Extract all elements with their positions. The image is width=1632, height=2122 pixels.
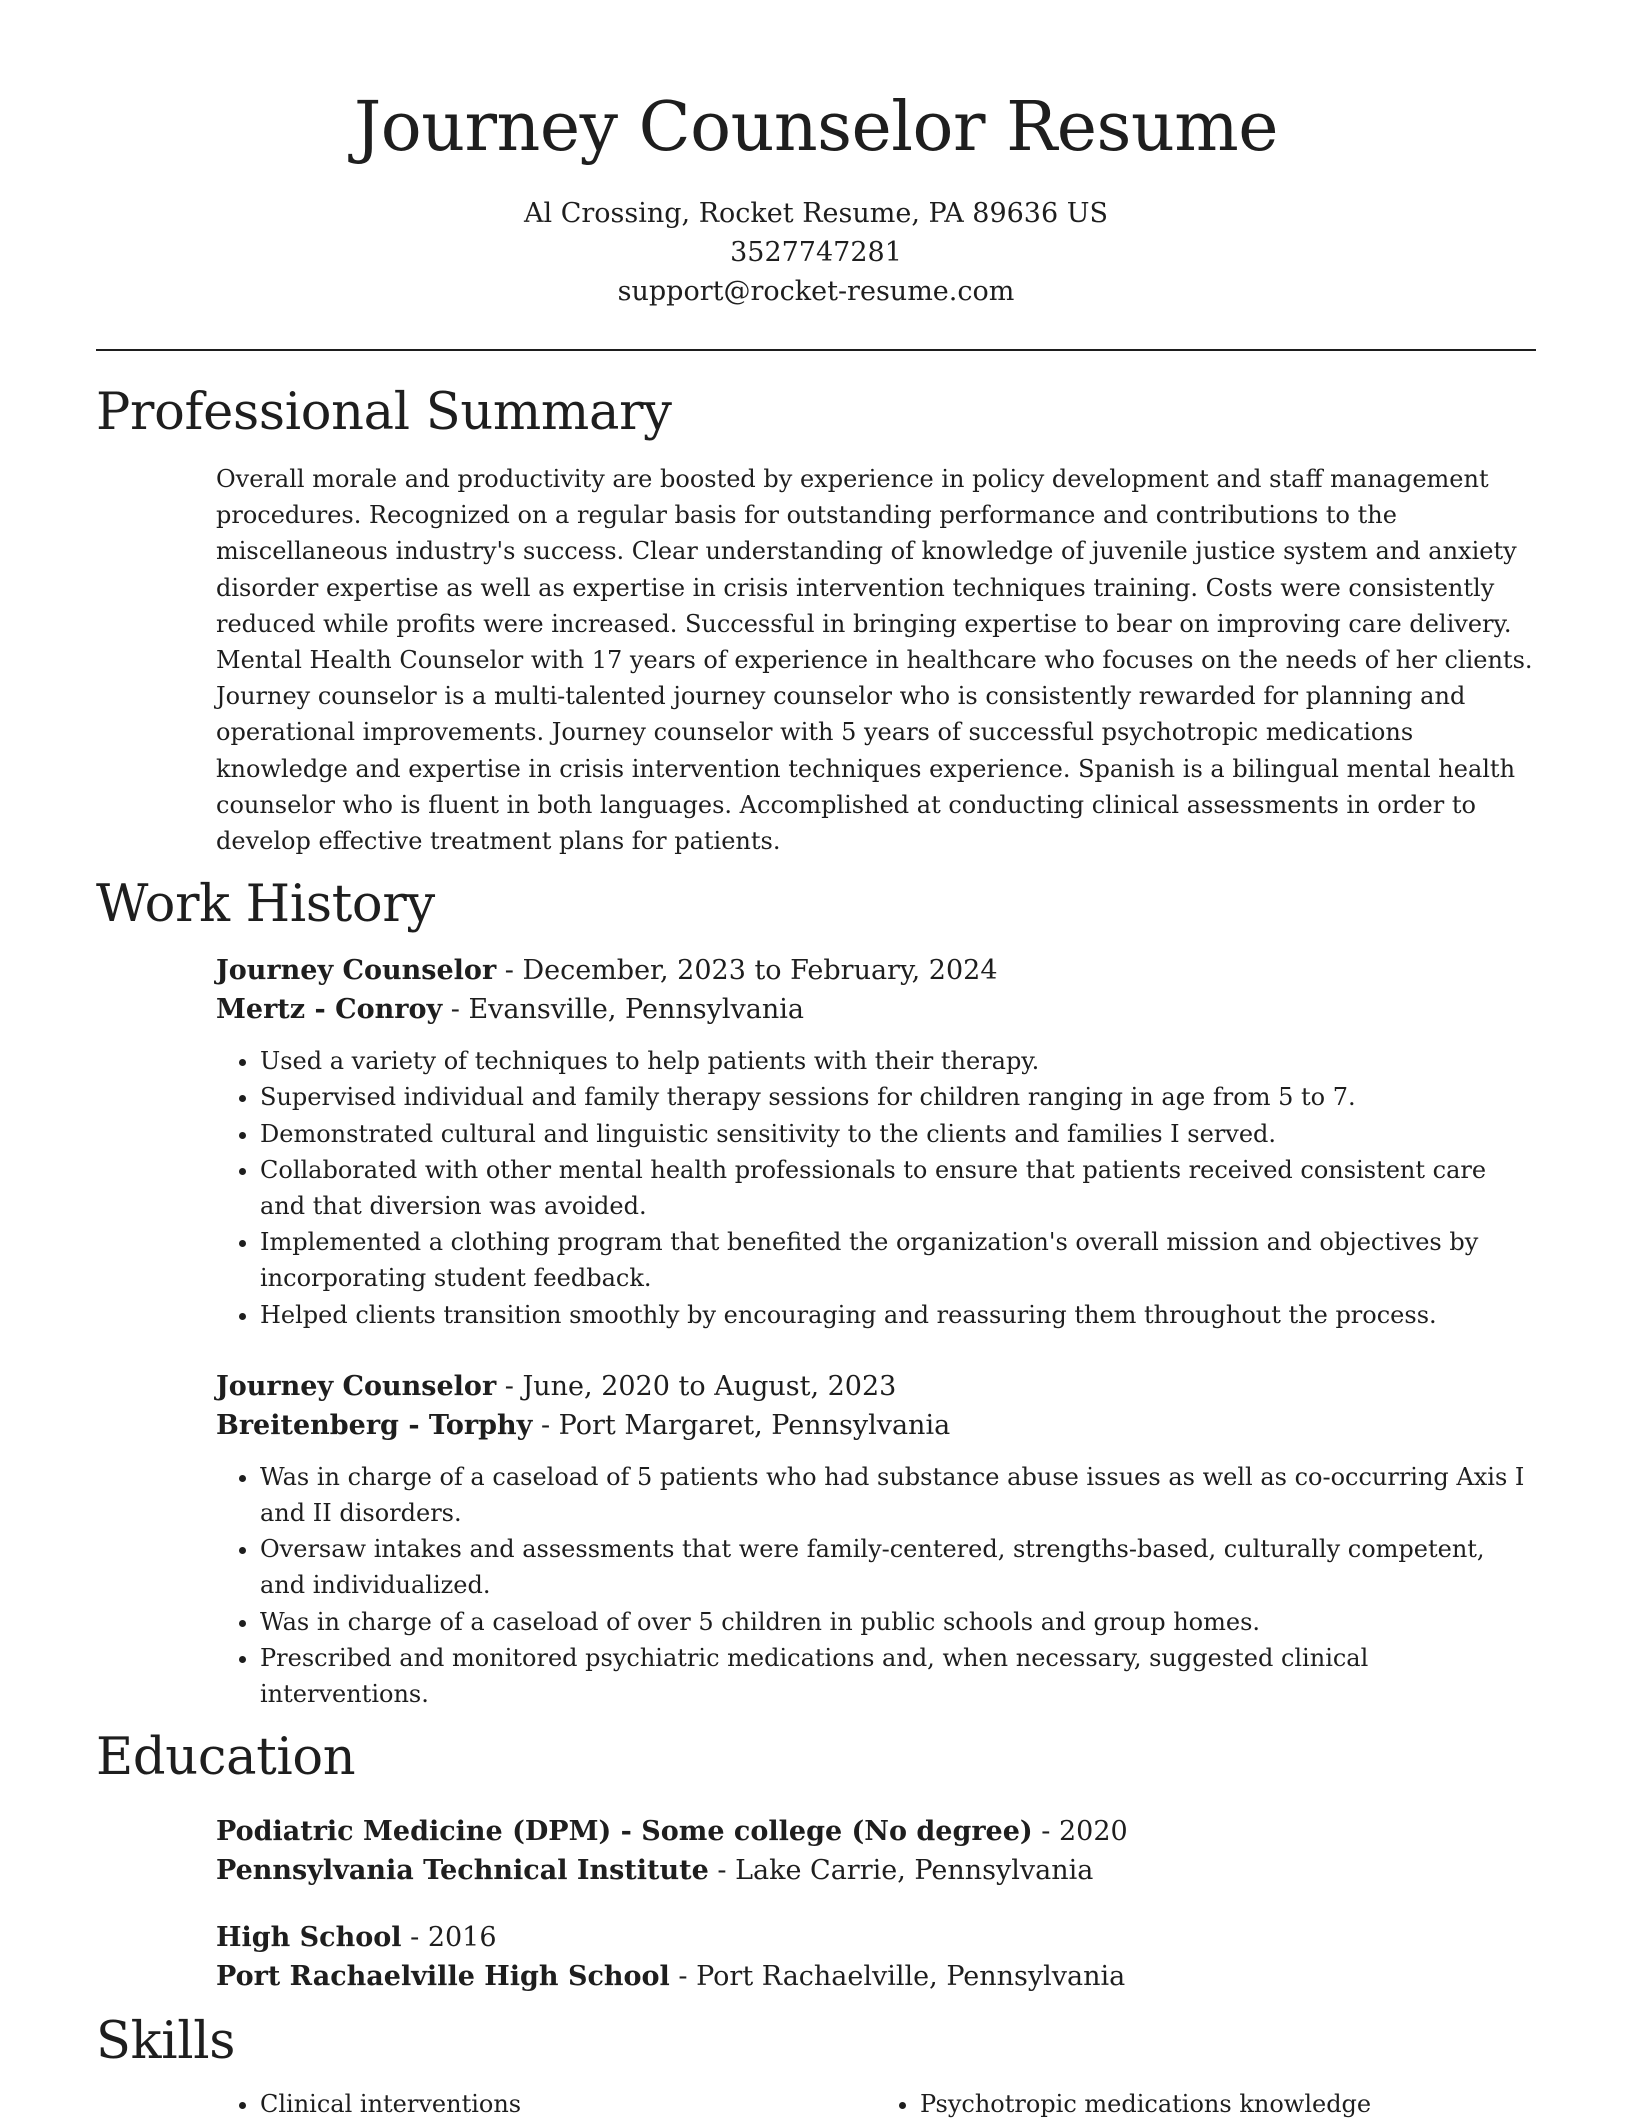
- education-entry: [216, 1812, 1536, 1890]
- job-bullet: • Was in charge of a caseload of 5 patients who had substance abuse issues as well as co-occurring Axis I and II disorders.: [260, 1459, 1536, 1531]
- job-bullet: • Used a variety of techniques to help patients with their therapy.: [260, 1043, 1536, 1079]
- job-location: - Evansville, Pennsylvania: [442, 994, 804, 1026]
- work-history-heading: Work History: [96, 875, 435, 935]
- job-bullets: [216, 1459, 1536, 1712]
- education-heading: Education: [96, 1728, 356, 1788]
- job-title-line: [216, 1367, 1536, 1406]
- education-school-line: [216, 1851, 1536, 1890]
- job-title: Journey Counselor: [216, 955, 497, 987]
- job-bullet: • Implemented a clothing program that benefited the organization's overall mission and objectives by incorporating student feedback.: [260, 1224, 1536, 1296]
- education-entry: [216, 1918, 1536, 1996]
- job-bullet: • Oversaw intakes and assessments that were family-centered, strengths-based, culturally competent, and individualized.: [260, 1531, 1536, 1603]
- job-entry: [216, 1367, 1536, 1712]
- job-company: Mertz - Conroy: [216, 994, 443, 1026]
- skills-list: [216, 2086, 1536, 2122]
- job-bullet: • Prescribed and monitored psychiatric medications and, when necessary, suggested clinical interventions.: [260, 1640, 1536, 1712]
- job-company-line: [216, 990, 1536, 1029]
- skills-column-left: [216, 2086, 876, 2122]
- education-degree: High School: [216, 1922, 402, 1954]
- job-dates: - December, 2023 to February, 2024: [496, 955, 998, 987]
- skills-section: [96, 2010, 1536, 2122]
- job-company-line: [216, 1406, 1536, 1445]
- education-year: - 2016: [401, 1922, 497, 1954]
- skills-column-right: [876, 2086, 1536, 2122]
- job-location: - Port Margaret, Pennsylvania: [532, 1409, 951, 1441]
- job-dates: - June, 2020 to August, 2023: [496, 1370, 897, 1402]
- job-bullet: • Collaborated with other mental health professionals to ensure that patients received consistent care and that diversion was avoided.: [260, 1152, 1536, 1224]
- header-divider: [96, 349, 1536, 351]
- education-year: - 2020: [1032, 1816, 1128, 1848]
- education-degree: Podiatric Medicine (DPM) - Some college (No degree): [216, 1816, 1033, 1848]
- job-company: Breitenberg - Torphy: [216, 1409, 533, 1441]
- education-school: Pennsylvania Technical Institute: [216, 1855, 709, 1887]
- skill-item: • Psychotropic medications knowledge: [920, 2086, 1536, 2122]
- education-section: [96, 1726, 1536, 1996]
- education-school: Port Rachaelville High School: [216, 1961, 670, 1993]
- job-entry: [216, 951, 1536, 1333]
- job-bullet: • Demonstrated cultural and linguistic sensitivity to the clients and families I served.: [260, 1116, 1536, 1152]
- resume-title: Journey Counselor Resume: [354, 88, 1278, 167]
- education-location: - Lake Carrie, Pennsylvania: [708, 1855, 1094, 1887]
- contact-email: support@rocket-resume.com: [617, 276, 1015, 307]
- education-school-line: [216, 1957, 1536, 1996]
- summary-section: [96, 381, 1536, 859]
- skill-item: • Clinical interventions: [260, 2086, 876, 2122]
- job-bullets: [216, 1043, 1536, 1333]
- contact-phone: 3527747281: [730, 237, 902, 268]
- summary-heading: Professional Summary: [96, 383, 672, 442]
- job-bullet: • Helped clients transition smoothly by encouraging and reassuring them throughout the process.: [260, 1297, 1536, 1333]
- job-title: Journey Counselor: [216, 1370, 497, 1402]
- job-title-line: [216, 951, 1536, 990]
- job-bullet: • Supervised individual and family therapy sessions for children ranging in age from 5 to 7.: [260, 1079, 1536, 1115]
- summary-text: Overall morale and productivity are boosted by experience in policy development and staff management procedures. Recognized on a regular basis for outstanding performance and contributions to the miscellaneous industry's success. Clear understanding of knowledge of juvenile justice system and anxiety disorder expertise as well as expertise in crisis intervention techniques training. Costs were consistently reduced while profits were increased. Successful in bringing expertise to bear on improving care delivery. Mental Health Counselor with 17 years of experience in healthcare who focuses on the needs of her clients. Journey counselor is a multi-talented journey counselor who is consistently rewarded for planning and operational improvements. Journey counselor with 5 years of successful psychotropic medications knowledge and expertise in crisis intervention techniques experience. Spanish is a bilingual mental health counselor who is fluent in both languages. Accomplished at conducting clinical assessments in order to develop effective treatment plans for patients.: [216, 465, 1533, 856]
- education-degree-line: [216, 1812, 1536, 1851]
- education-location: - Port Rachaelville, Pennsylvania: [669, 1961, 1126, 1993]
- skills-heading: Skills: [96, 2012, 236, 2072]
- education-degree-line: [216, 1918, 1536, 1957]
- job-bullet: • Was in charge of a caseload of over 5 children in public schools and group homes.: [260, 1604, 1536, 1640]
- work-history-section: [96, 873, 1536, 1712]
- contact-block: [96, 194, 1536, 311]
- contact-address: Al Crossing, Rocket Resume, PA 89636 US: [524, 198, 1108, 229]
